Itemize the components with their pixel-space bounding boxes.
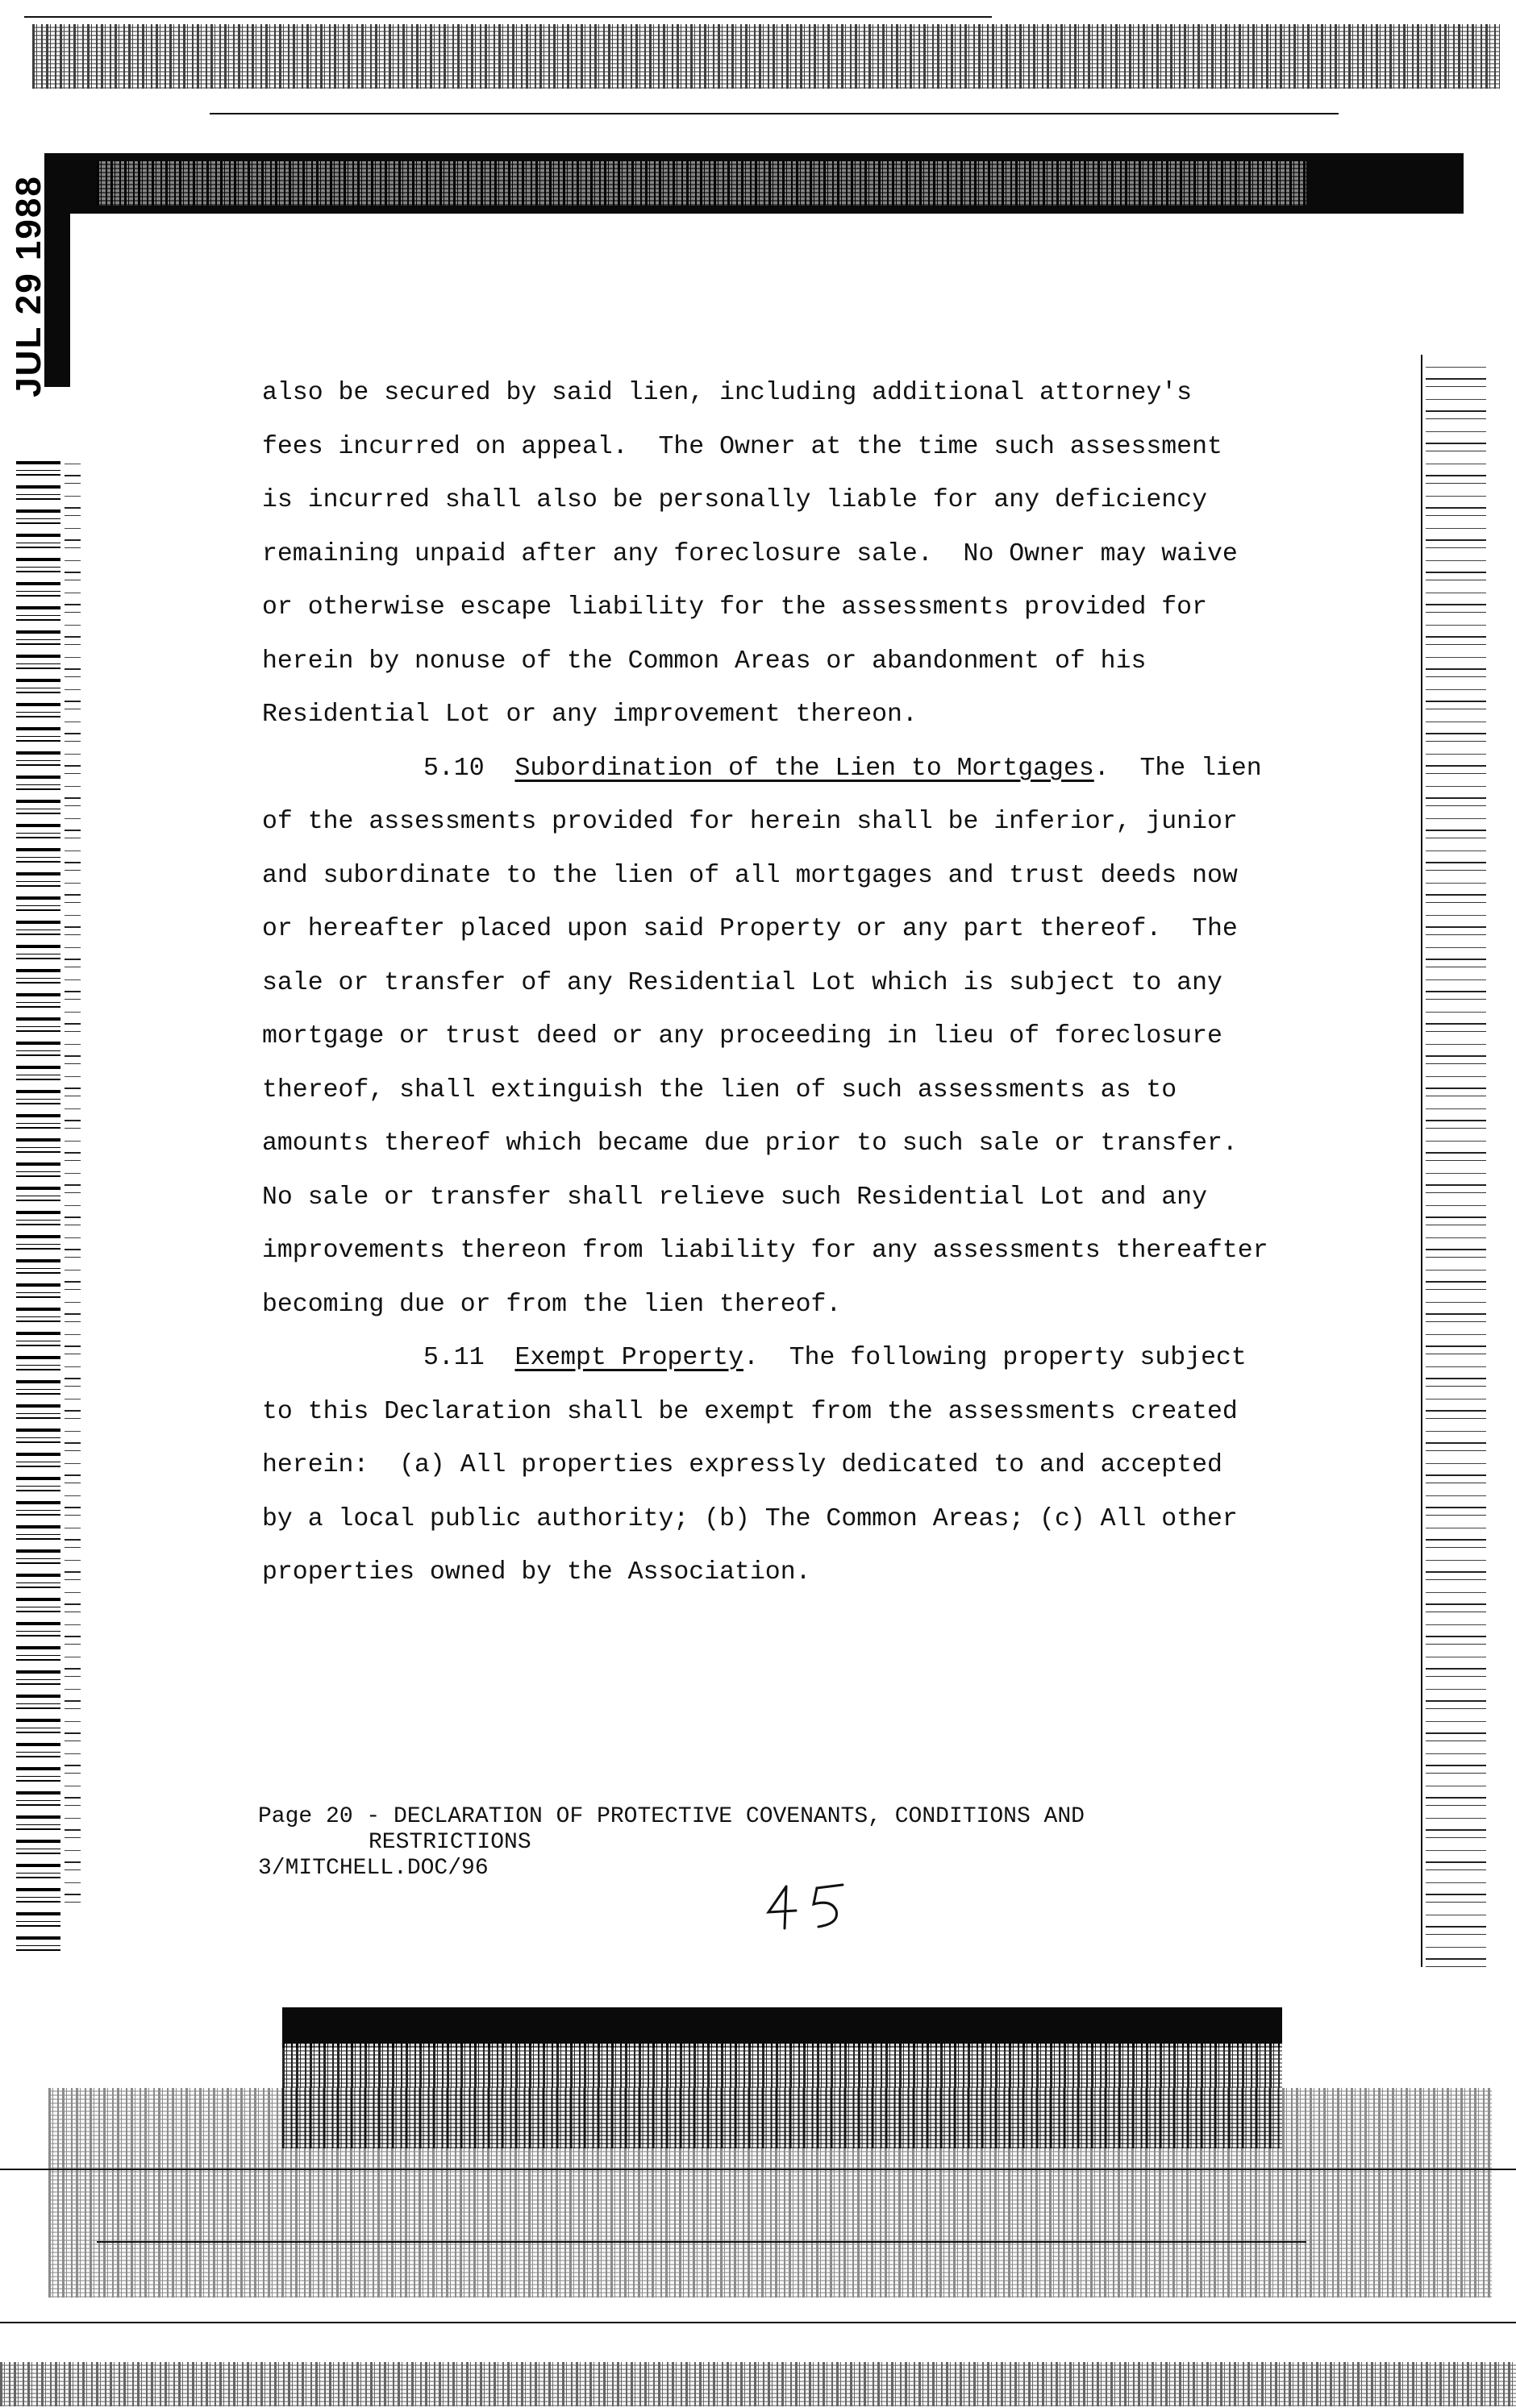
section-5-11-heading-line (262, 1332, 1359, 1386)
text-line: or hereafter placed upon said Property or any part thereof. The (262, 915, 1238, 943)
scan-line (0, 2322, 1516, 2323)
text-line: becoming due or from the lien thereof. (262, 1290, 842, 1319)
text-line: or otherwise escape liability for the assessments provided for (262, 593, 1207, 622)
handwritten-page-number (762, 1878, 859, 1935)
footer-file-ref: 3/MITCHELL.DOC/96 (258, 1856, 489, 1881)
section-heading-rest: . The lien (1093, 754, 1262, 783)
text-line: properties owned by the Association. (262, 1558, 811, 1587)
text-line: fees incurred on appeal. The Owner at the time such assessment (262, 432, 1222, 461)
scan-line (210, 113, 1339, 114)
scan-dark-band-bottom (282, 2007, 1282, 2048)
footer-title-cont: RESTRICTIONS (369, 1830, 531, 1855)
section-number: 5.10 (423, 754, 485, 783)
footer-title: Page 20 - DECLARATION OF PROTECTIVE COVENANTS, CONDITIONS AND (258, 1804, 1085, 1829)
scan-right-edge (1426, 355, 1486, 1967)
text-line: thereof, shall extinguish the lien of such assessments as to (262, 1075, 1177, 1104)
scan-noise-bottom-edge (0, 2362, 1516, 2406)
text-line: also be secured by said lien, including additional attorney's (262, 379, 1193, 407)
scan-noise-bottom-wide (48, 2088, 1492, 2298)
date-stamp-text: JUL 29 1988 (9, 175, 48, 397)
section-heading: Subordination of the Lien to Mortgages (514, 754, 1094, 783)
text-line: Residential Lot or any improvement thereon. (262, 701, 918, 729)
text-line: amounts thereof which became due prior to such sale or transfer. (262, 1129, 1238, 1158)
scan-noise-top-band (97, 161, 1306, 206)
scan-line (24, 16, 992, 18)
text-line: is incurred shall also be personally liable for any deficiency (262, 486, 1207, 514)
section-5-10-heading-line (262, 742, 1359, 796)
section-heading: Exempt Property (514, 1344, 743, 1372)
text-line: of the assessments provided for herein shall be inferior, junior (262, 808, 1238, 836)
document-body (262, 367, 1359, 1600)
text-line: remaining unpaid after any foreclosure sale. No Owner may waive (262, 539, 1238, 568)
section-heading-rest: . The following property subject (743, 1344, 1247, 1372)
text-line: mortgage or trust deed or any proceeding in lieu of foreclosure (262, 1022, 1222, 1050)
text-line: by a local public authority; (b) The Common Areas; (c) All other (262, 1504, 1238, 1533)
text-line: to this Declaration shall be exempt from the assessments created (262, 1397, 1238, 1426)
date-stamp (5, 175, 53, 397)
text-line: sale or transfer of any Residential Lot which is subject to any (262, 968, 1222, 997)
text-line: improvements thereon from liability for any assessments thereafter (262, 1237, 1268, 1265)
text-line: herein: (a) All properties expressly dedicated to and accepted (262, 1451, 1222, 1479)
scan-noise-top (32, 24, 1500, 89)
text-line: herein by nonuse of the Common Areas or abandonment of his (262, 647, 1147, 676)
scan-left-edge (16, 451, 60, 1951)
text-line: No sale or transfer shall relieve such Residential Lot and any (262, 1183, 1207, 1212)
page-footer (258, 1804, 1387, 1882)
section-number: 5.11 (423, 1344, 485, 1372)
scan-line (97, 2241, 1306, 2243)
scan-left-edge-inner (65, 451, 81, 1903)
text-line: and subordinate to the lien of all mortgages and trust deeds now (262, 861, 1238, 890)
scan-right-line (1421, 355, 1422, 1967)
scan-line (0, 2169, 1516, 2170)
